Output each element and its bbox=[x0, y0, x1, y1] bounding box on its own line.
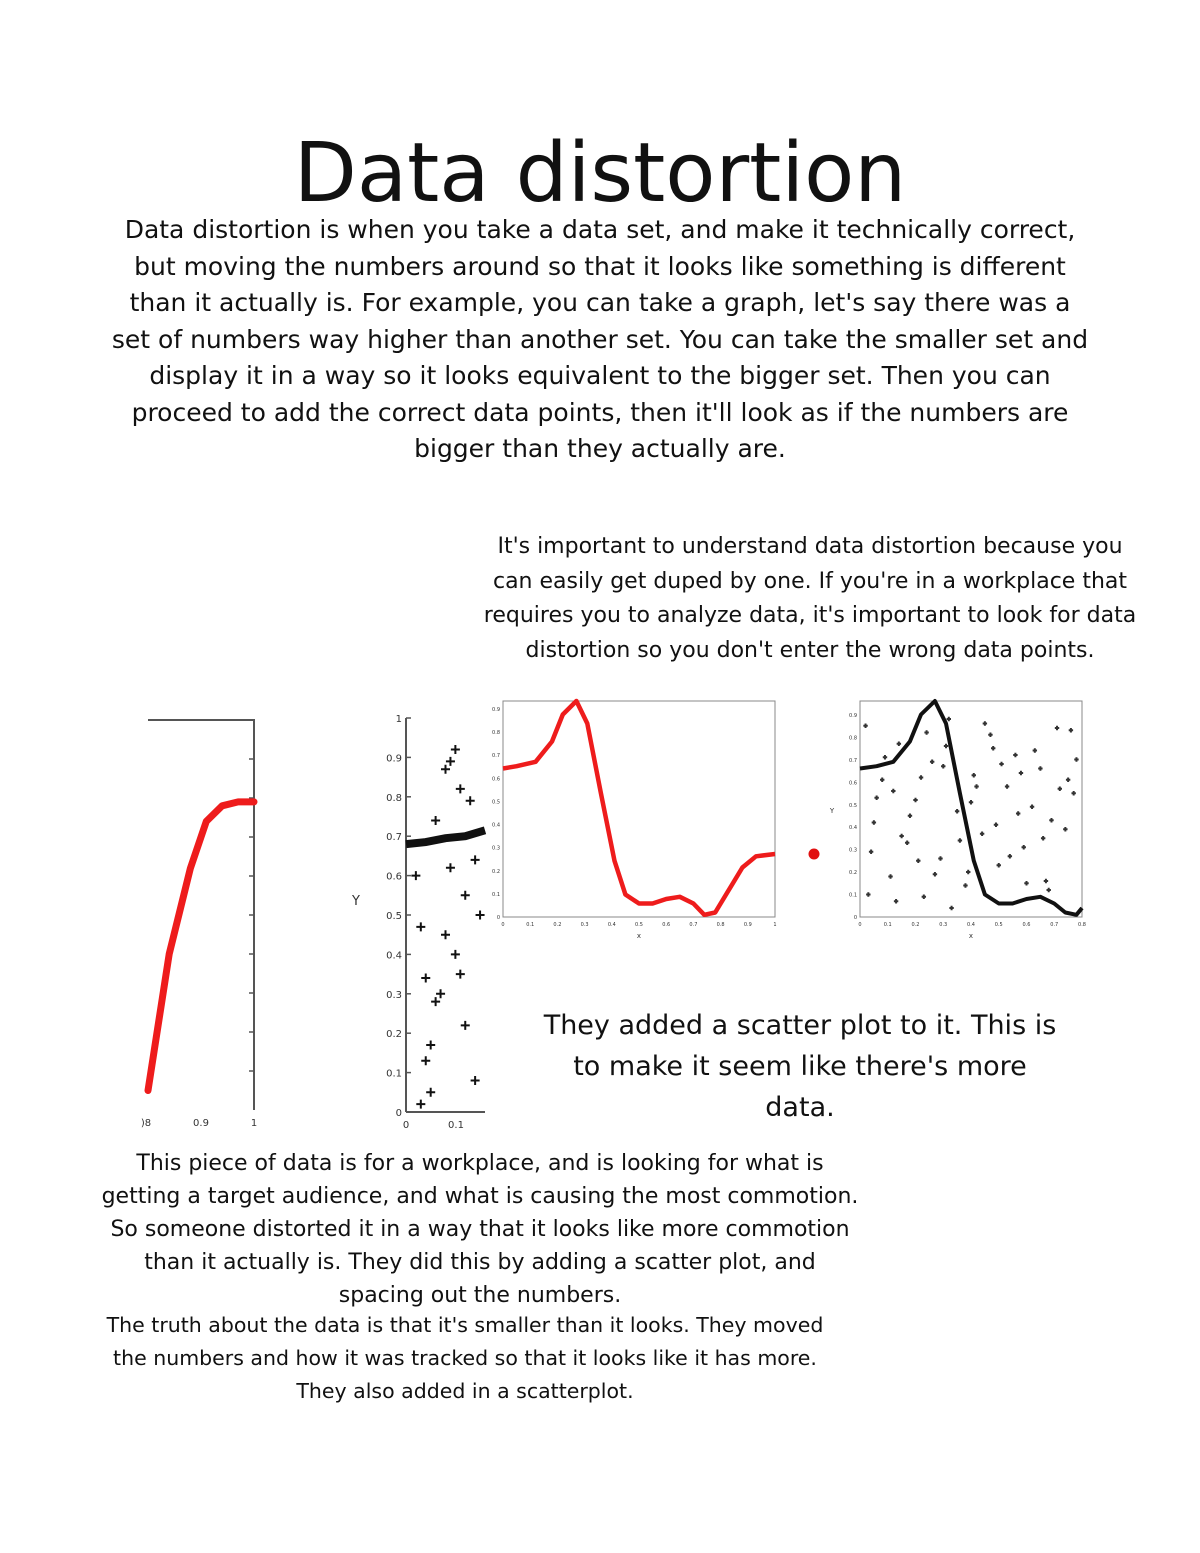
chart1-scatter-point bbox=[411, 871, 420, 880]
chart1-ytick-label: 0.9 bbox=[386, 753, 402, 765]
chart2-xtick-label: 0.9 bbox=[743, 922, 752, 928]
chart2-xtick-label: 0 bbox=[501, 922, 505, 928]
chart3-scatter-point bbox=[1038, 766, 1042, 770]
chart3-ylabel: Y bbox=[829, 807, 835, 815]
chart3-scatter-point bbox=[1069, 728, 1073, 732]
chart3-scatter-point bbox=[1019, 771, 1023, 775]
chart3-scatter-point bbox=[958, 838, 962, 842]
chart3-scatter-point bbox=[947, 717, 951, 721]
chart1-scatter-point bbox=[436, 989, 445, 998]
chart1-scatter-point bbox=[456, 970, 465, 979]
chart2-ytick-label: 0.8 bbox=[492, 730, 500, 737]
chart3-scatter-point bbox=[866, 892, 870, 896]
chart1-scatter-point bbox=[451, 745, 460, 754]
page-title: Data distortion bbox=[293, 126, 907, 221]
chart1-scatter-point bbox=[441, 930, 450, 939]
chart3-xtick-label: 0 bbox=[858, 922, 862, 928]
chart3-scatter-point bbox=[1074, 757, 1078, 761]
chart3-ytick-label: 0.7 bbox=[849, 757, 857, 764]
chart3-ytick-label: 0 bbox=[853, 915, 857, 921]
chart3-xtick-label: 0.1 bbox=[883, 922, 892, 928]
chart1-scatter-point bbox=[471, 855, 480, 864]
chart1-scatter-point bbox=[421, 974, 430, 983]
scatter-explanation: They added a scatter plot to it. This is to make it seem like there's more data. bbox=[543, 1010, 1057, 1123]
chart3-scatter-point bbox=[1044, 879, 1048, 883]
chart1-scatter-point bbox=[441, 765, 450, 774]
chart3-scatter-point bbox=[874, 796, 878, 800]
chart3-scatter-point bbox=[949, 906, 953, 910]
chart3-scatter-point bbox=[1016, 811, 1020, 815]
chart3-scatter-point bbox=[869, 850, 873, 854]
chart1-scatter-point bbox=[461, 891, 470, 900]
chart3-scatter-point bbox=[913, 798, 917, 802]
chart0-xtick-label: 0.9 bbox=[193, 1118, 209, 1129]
chart1-ytick-label: 0.7 bbox=[386, 832, 402, 844]
chart1-scatter-point bbox=[431, 997, 440, 1006]
chart3-scatter-point bbox=[974, 784, 978, 788]
chart3-frame bbox=[860, 701, 1082, 917]
chart3-scatter-point bbox=[980, 832, 984, 836]
chart3-scatter-point bbox=[1033, 748, 1037, 752]
chart1-scatter-point bbox=[446, 757, 455, 766]
chart2-ytick-label: 0.7 bbox=[492, 753, 500, 760]
chart3-xtick-label: 0.7 bbox=[1050, 922, 1059, 928]
chart1-black-line bbox=[406, 830, 485, 844]
chart3-scatter-point bbox=[1066, 778, 1070, 782]
chart3-scatter-point bbox=[983, 721, 987, 725]
chart3-scatter-point bbox=[1030, 805, 1034, 809]
chart3-xlabel: x bbox=[968, 932, 974, 940]
chart3-xtick-label: 0.8 bbox=[1078, 922, 1086, 928]
chart1-scatter-point bbox=[476, 911, 485, 920]
chart2-ytick-label: 0 bbox=[496, 915, 500, 921]
chart3-scatter-point bbox=[1055, 726, 1059, 730]
chart3-scatter-point bbox=[1008, 854, 1012, 858]
chart2-xtick-label: 0.4 bbox=[607, 922, 616, 928]
chart3-scatter-point bbox=[930, 760, 934, 764]
chart2-ytick-label: 0.5 bbox=[492, 799, 500, 806]
chart1-scatter-point bbox=[421, 1056, 430, 1065]
chart3-scatter-point bbox=[1013, 753, 1017, 757]
chart2-ytick-label: 0.2 bbox=[492, 868, 500, 875]
chart3-xtick-label: 0.3 bbox=[939, 922, 948, 928]
intro-paragraph: Data distortion is when you take a data set, and make it technically correct, but moving the numbers around so that it looks like something is different than it actually is. For example, you can take a graph, let's say there was a set of numbers way higher than another set. You can take the smaller set and display it in a way so it looks equivalent to the bigger set. Then you can proceed to add the correct data points, then it'll look as if the numbers are bigger than they actually are. bbox=[111, 215, 1089, 463]
chart3-scatter-point bbox=[919, 775, 923, 779]
chart3-scatter-point bbox=[941, 764, 945, 768]
chart0-frame bbox=[148, 720, 254, 1110]
chart3-xtick-label: 0.4 bbox=[967, 922, 975, 928]
chart2-ytick-label: 0.9 bbox=[492, 707, 500, 713]
chart1-scatter-point bbox=[471, 1076, 480, 1085]
chart2-xlabel: x bbox=[636, 932, 642, 940]
chart3-ytick-label: 0.4 bbox=[849, 825, 857, 832]
chart1-scatter-point bbox=[466, 796, 475, 805]
chart3-scatter-point bbox=[991, 746, 995, 750]
chart3-scatter-point bbox=[1071, 791, 1075, 795]
red-dot bbox=[809, 849, 820, 860]
chart3-scatter-point bbox=[969, 800, 973, 804]
chart3-scatter-point bbox=[924, 730, 928, 734]
chart3-scatter-point bbox=[888, 874, 892, 878]
chart3-scatter-point bbox=[908, 814, 912, 818]
chart2-xtick-label: 0.3 bbox=[580, 922, 589, 928]
chart3-scatter-point bbox=[863, 724, 867, 728]
chart1-ytick-label: 0.3 bbox=[386, 989, 402, 1001]
chart3-scatter-point bbox=[966, 870, 970, 874]
chart3-xtick-label: 0.6 bbox=[1022, 922, 1031, 928]
chart1-ytick-label: 0.2 bbox=[386, 1029, 402, 1041]
chart1-scatter-point bbox=[416, 1100, 425, 1109]
chart3-scatter-point bbox=[872, 820, 876, 824]
chart3-scatter-point bbox=[933, 872, 937, 876]
chart2-xtick-label: 0.7 bbox=[689, 922, 698, 928]
chart1-ytick-label: 0.8 bbox=[386, 792, 402, 804]
chart3-xtick-label: 0.2 bbox=[911, 922, 920, 928]
chart1-xtick-label: 0 bbox=[402, 1120, 410, 1131]
chart3-scatter-point bbox=[1049, 818, 1053, 822]
chart1-scatter-point bbox=[416, 922, 425, 931]
chart1-scatter-point bbox=[431, 816, 440, 825]
chart3-scatter-point bbox=[880, 778, 884, 782]
importance-paragraph: It's important to understand data distortion because you can easily get duped by one. If you're in a workplace that requires you to analyze data, it's important to look for data distortion so you don't enter the wrong data points. bbox=[483, 534, 1137, 663]
chart3-scatter-point bbox=[894, 899, 898, 903]
chart0-xtick-label: 1 bbox=[250, 1118, 258, 1129]
chart1-ytick-label: 1 bbox=[395, 714, 402, 725]
chart3-scatter-point bbox=[899, 834, 903, 838]
chart1-ytick-label: 0.5 bbox=[386, 911, 402, 922]
chart3-ytick-label: 0.9 bbox=[849, 713, 857, 719]
chart3-scatter-point bbox=[972, 773, 976, 777]
chart1-xtick-label: 0.1 bbox=[448, 1120, 464, 1131]
chart3-scatter-point bbox=[1024, 881, 1028, 885]
chart-black-line-scatter bbox=[820, 695, 1085, 945]
chart0-red-line bbox=[148, 802, 254, 1091]
chart3-xtick-label: 0.5 bbox=[994, 922, 1003, 928]
chart1-ytick-label: 0.6 bbox=[386, 871, 402, 883]
chart2-ytick-label: 0.4 bbox=[492, 822, 500, 829]
chart2-xtick-label: 1 bbox=[773, 922, 777, 928]
workplace-paragraph: This piece of data is for a workplace, and is looking for what is getting a target audience, and what is causing the most commotion. So someone distorted it in a way that it looks like more commotion than it actually is. They did this by adding a scatter plot, and spacing out the numbers. bbox=[101, 1151, 859, 1308]
chart1-ytick-label: 0.1 bbox=[386, 1068, 402, 1080]
chart3-ytick-label: 0.5 bbox=[849, 802, 857, 809]
chart3-scatter-point bbox=[938, 856, 942, 860]
chart1-ytick-label: 0 bbox=[395, 1108, 402, 1119]
chart-cropped-scatter bbox=[340, 708, 485, 1132]
truth-paragraph: The truth about the data is that it's smaller than it looks. They moved the numbers and how it was tracked so that it looks like it has more. They also added in a scatterplot. bbox=[106, 1313, 824, 1403]
chart1-ylabel: Y bbox=[352, 894, 360, 909]
chart3-scatter-point bbox=[994, 823, 998, 827]
chart2-ytick-label: 0.1 bbox=[492, 891, 500, 898]
chart3-scatter-point bbox=[883, 755, 887, 759]
chart3-scatter-point bbox=[999, 762, 1003, 766]
chart3-scatter-point bbox=[944, 744, 948, 748]
chart2-xtick-label: 0.1 bbox=[526, 922, 535, 928]
chart1-scatter-point bbox=[426, 1041, 435, 1050]
chart3-scatter-point bbox=[1063, 827, 1067, 831]
chart3-scatter-point bbox=[955, 809, 959, 813]
chart2-xtick-label: 0.8 bbox=[716, 922, 725, 928]
chart1-scatter-point bbox=[461, 1021, 470, 1030]
chart3-scatter-point bbox=[916, 859, 920, 863]
chart-cropped-red-curve bbox=[140, 712, 270, 1132]
chart1-scatter-point bbox=[451, 950, 460, 959]
chart0-xtick-label: )8 bbox=[140, 1118, 152, 1129]
chart2-xtick-label: 0.5 bbox=[635, 922, 643, 928]
chart2-xtick-label: 0.2 bbox=[553, 922, 562, 928]
chart3-black-line bbox=[860, 701, 1082, 915]
chart3-ytick-label: 0.8 bbox=[849, 735, 857, 742]
chart3-ytick-label: 0.2 bbox=[849, 870, 857, 877]
chart3-ytick-label: 0.1 bbox=[849, 892, 857, 899]
chart3-scatter-point bbox=[922, 895, 926, 899]
chart2-red-line bbox=[503, 701, 775, 915]
chart3-scatter-point bbox=[1005, 784, 1009, 788]
chart3-ytick-label: 0.3 bbox=[849, 847, 857, 854]
chart3-ytick-label: 0.6 bbox=[849, 780, 857, 787]
chart2-ytick-label: 0.6 bbox=[492, 776, 500, 783]
chart1-scatter-point bbox=[456, 784, 465, 793]
chart3-scatter-point bbox=[897, 742, 901, 746]
chart-red-line bbox=[485, 695, 780, 945]
chart3-scatter-point bbox=[891, 789, 895, 793]
chart2-ytick-label: 0.3 bbox=[492, 845, 500, 852]
chart3-scatter-point bbox=[1047, 888, 1051, 892]
chart1-ytick-label: 0.4 bbox=[386, 950, 402, 962]
chart1-scatter-point bbox=[446, 863, 455, 872]
chart3-scatter-point bbox=[963, 883, 967, 887]
chart3-scatter-point bbox=[905, 841, 909, 845]
chart1-scatter-point bbox=[426, 1088, 435, 1097]
chart2-xtick-label: 0.6 bbox=[662, 922, 671, 928]
chart3-scatter-point bbox=[1022, 845, 1026, 849]
chart3-scatter-point bbox=[997, 863, 1001, 867]
chart3-scatter-point bbox=[1041, 836, 1045, 840]
chart3-scatter-point bbox=[988, 733, 992, 737]
chart3-scatter-point bbox=[1058, 787, 1062, 791]
